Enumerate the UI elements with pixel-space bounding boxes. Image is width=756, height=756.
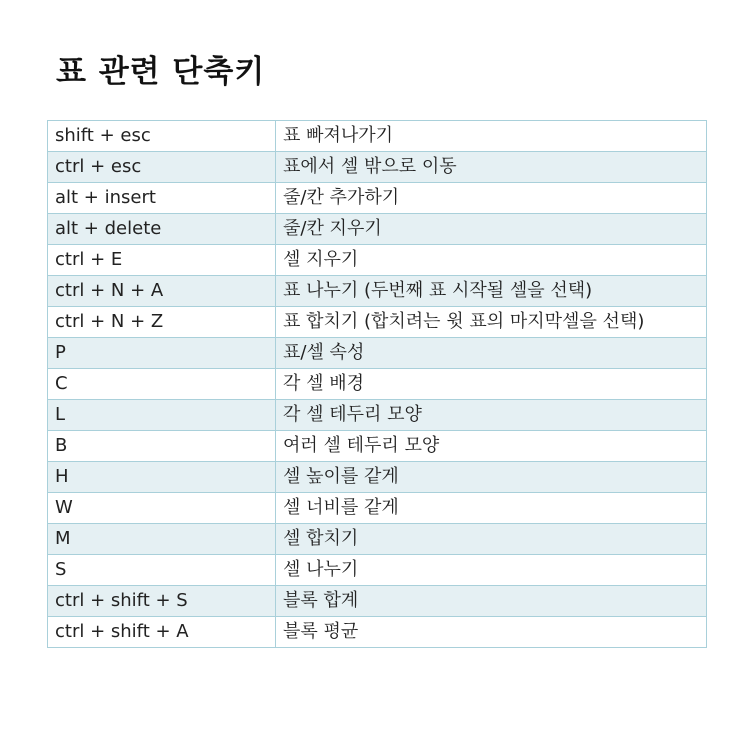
shortcut-key-cell: ctrl + E <box>48 245 276 276</box>
table-row <box>48 431 707 462</box>
shortcut-description-cell: 셀 높이를 같게 <box>276 462 707 493</box>
table-row <box>48 121 707 152</box>
table-row <box>48 307 707 338</box>
shortcut-key-cell: L <box>48 400 276 431</box>
shortcut-key-cell: alt + insert <box>48 183 276 214</box>
shortcut-description-cell: 셀 너비를 같게 <box>276 493 707 524</box>
shortcut-key-cell: P <box>48 338 276 369</box>
shortcut-key-cell: alt + delete <box>48 214 276 245</box>
shortcut-key-cell: ctrl + N + Z <box>48 307 276 338</box>
shortcut-description-cell: 블록 합계 <box>276 586 707 617</box>
shortcut-key-cell: W <box>48 493 276 524</box>
shortcut-description-cell: 표 빠져나가기 <box>276 121 707 152</box>
shortcut-description-cell: 블록 평균 <box>276 617 707 648</box>
shortcut-key-cell: ctrl + shift + A <box>48 617 276 648</box>
shortcut-key-cell: ctrl + shift + S <box>48 586 276 617</box>
shortcut-key-cell: S <box>48 555 276 586</box>
shortcut-key-cell: C <box>48 369 276 400</box>
shortcut-description-cell: 표 나누기 (두번째 표 시작될 셀을 선택) <box>276 276 707 307</box>
shortcut-description-cell: 각 셀 테두리 모양 <box>276 400 707 431</box>
table-row <box>48 586 707 617</box>
table-row <box>48 183 707 214</box>
table-row <box>48 245 707 276</box>
shortcut-description-cell: 표 합치기 (합치려는 윗 표의 마지막셀을 선택) <box>276 307 707 338</box>
table-row <box>48 338 707 369</box>
table-row <box>48 369 707 400</box>
shortcut-key-cell: shift + esc <box>48 121 276 152</box>
table-row <box>48 524 707 555</box>
table-row <box>48 152 707 183</box>
shortcut-table <box>47 120 707 648</box>
page-title: 표 관련 단축키 <box>56 54 266 90</box>
table-row <box>48 617 707 648</box>
shortcut-description-cell: 셀 합치기 <box>276 524 707 555</box>
shortcut-description-cell: 각 셀 배경 <box>276 369 707 400</box>
shortcut-key-cell: B <box>48 431 276 462</box>
shortcut-description-cell: 셀 나누기 <box>276 555 707 586</box>
shortcut-description-cell: 줄/칸 추가하기 <box>276 183 707 214</box>
shortcut-key-cell: ctrl + N + A <box>48 276 276 307</box>
table-row <box>48 214 707 245</box>
table-row <box>48 493 707 524</box>
shortcut-key-cell: ctrl + esc <box>48 152 276 183</box>
table-body <box>48 121 707 648</box>
shortcut-key-cell: M <box>48 524 276 555</box>
shortcut-description-cell: 줄/칸 지우기 <box>276 214 707 245</box>
table-row <box>48 555 707 586</box>
table-row <box>48 276 707 307</box>
shortcut-description-cell: 셀 지우기 <box>276 245 707 276</box>
shortcut-description-cell: 표/셀 속성 <box>276 338 707 369</box>
table-row <box>48 400 707 431</box>
shortcut-description-cell: 표에서 셀 밖으로 이동 <box>276 152 707 183</box>
shortcut-key-cell: H <box>48 462 276 493</box>
table-row <box>48 462 707 493</box>
shortcut-description-cell: 여러 셀 테두리 모양 <box>276 431 707 462</box>
